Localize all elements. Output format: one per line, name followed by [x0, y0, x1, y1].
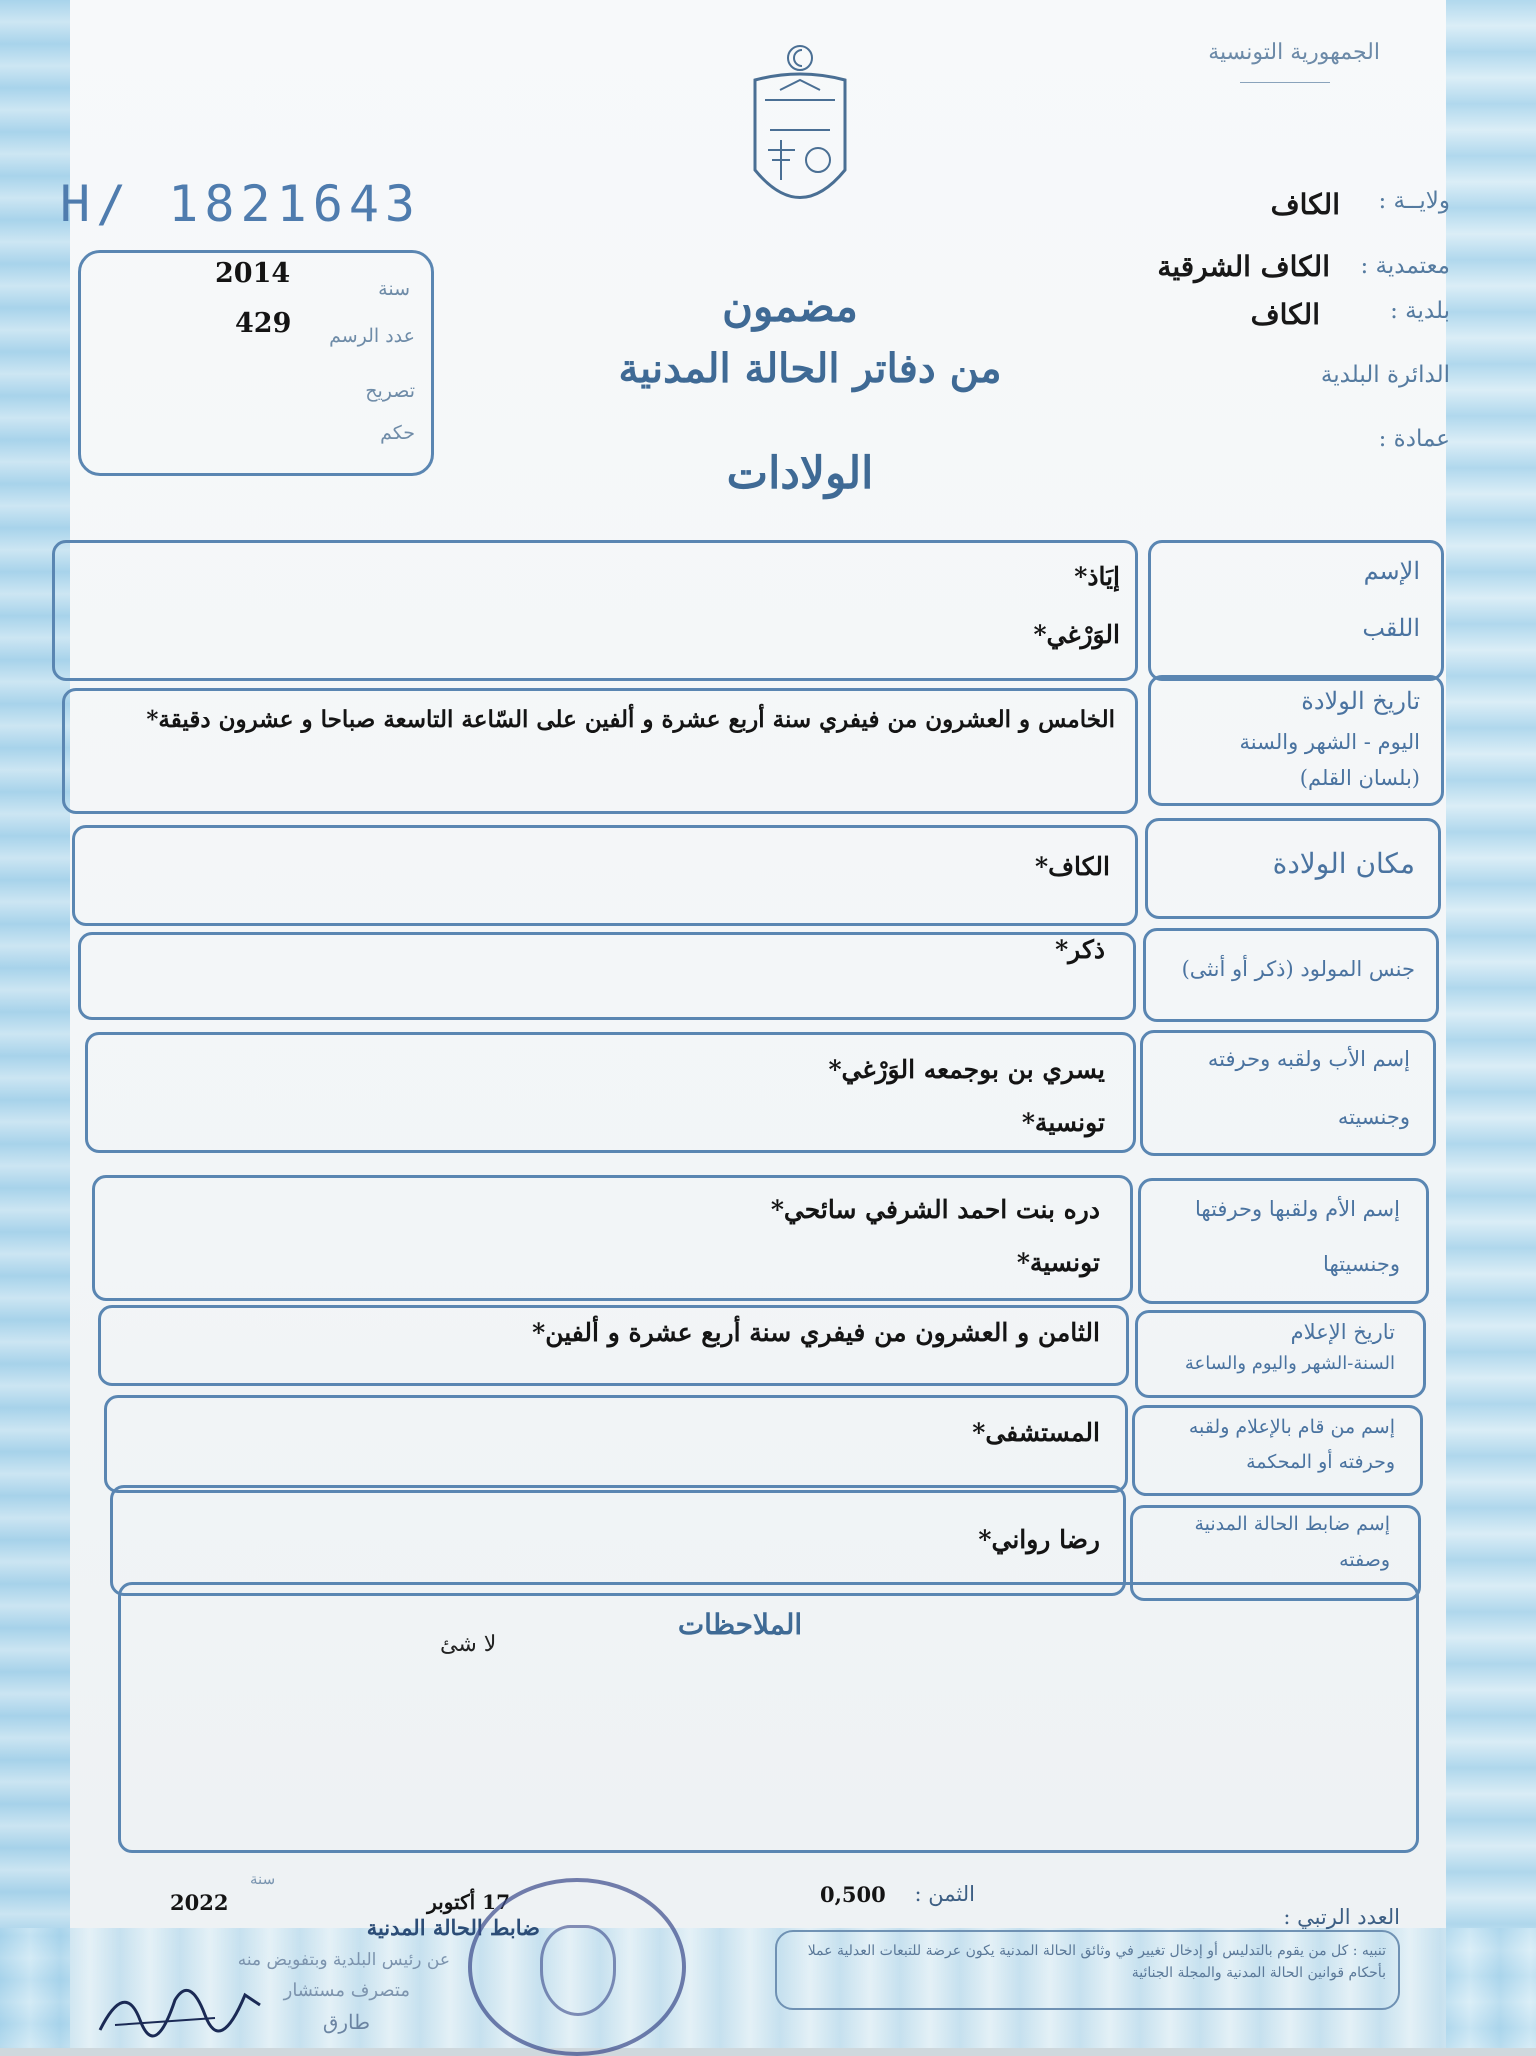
- birth-date-label: تاريخ الولادة: [1301, 687, 1420, 715]
- wilaya-label: ولايــة :: [1378, 188, 1450, 214]
- last-name-label: اللقب: [1362, 614, 1420, 642]
- first-name-value: إيَاذ*: [1074, 562, 1120, 591]
- officer-label: إسم ضابط الحالة المدنية: [1194, 1513, 1390, 1535]
- header-divider: [1240, 82, 1330, 83]
- serial-number-label: العدد الرتبي :: [1283, 1905, 1400, 1929]
- father-nationality-value: تونسية*: [1021, 1108, 1105, 1137]
- registry-year-value: 2014: [215, 258, 291, 289]
- registry-number-label: عدد الرسم: [329, 325, 415, 347]
- remarks-value: لا شئ: [440, 1632, 497, 1657]
- officer-sublabel: وصفته: [1339, 1549, 1390, 1571]
- declaration-date-label: تاريخ الإعلام: [1290, 1320, 1395, 1344]
- registry-number-value: 429: [235, 308, 292, 339]
- section-title-births: الولادات: [726, 448, 874, 499]
- declarant-value: المستشفى*: [972, 1418, 1100, 1447]
- municipality-value: الكاف: [1250, 298, 1320, 331]
- officer-name-text: طارق: [322, 2010, 370, 2034]
- price-value: 0,500: [820, 1882, 886, 1907]
- remarks-label: الملاحظات: [677, 1608, 803, 1641]
- footer-year-value: 2022: [170, 1890, 229, 1915]
- last-name-value: الوَرْغي*: [1033, 620, 1120, 649]
- document-serial-number: H/ 1821643: [60, 175, 422, 233]
- security-border-left: [0, 0, 70, 2048]
- document-title: مضمون: [722, 282, 858, 331]
- mother-name-value: دره بنت احمد الشرفي سائحي*: [770, 1195, 1100, 1224]
- first-name-label: الإسم: [1363, 557, 1420, 585]
- registry-judgment-label: حكم: [380, 422, 415, 444]
- officer-value: رضا رواني*: [978, 1525, 1100, 1554]
- declarant-sublabel: وحرفته أو المحكمة: [1246, 1451, 1395, 1473]
- issue-date-value: 17 أكتوبر: [427, 1890, 510, 1914]
- declaration-date-value: الثامن و العشرون من فيفري سنة أربع عشرة و ألفين*: [532, 1318, 1100, 1347]
- sex-label: جنس المولود (ذكر أو أنثى): [1181, 957, 1415, 981]
- republic-header: الجمهورية التونسية: [1208, 40, 1380, 65]
- registry-declaration-label: تصريح: [365, 380, 415, 402]
- omada-label: عمادة :: [1378, 426, 1450, 452]
- father-name-value: يسري بن بوجمعه الوَرْغي*: [828, 1055, 1105, 1084]
- mother-value-box: [92, 1175, 1133, 1301]
- security-border-right: [1446, 0, 1536, 2048]
- municipality-label: بلدية :: [1390, 298, 1450, 324]
- delegation-label: معتمدية :: [1360, 253, 1450, 279]
- district-label: الدائرة البلدية: [1320, 362, 1450, 388]
- birth-date-value: الخامس و العشرون من فيفري سنة أربع عشرة و ألفين على السّاعة التاسعة صباحا و عشرون دقيقة*: [146, 706, 1115, 733]
- wilaya-value: الكاف: [1270, 188, 1340, 221]
- declaration-date-sublabel: السنة-الشهر واليوم والساعة: [1184, 1353, 1395, 1374]
- birth-date-note: (بلسان القلم): [1299, 766, 1420, 790]
- sex-value: ذكر*: [1055, 935, 1105, 964]
- officer-title: ضابط الحالة المدنية: [366, 1915, 540, 1940]
- mother-nationality-label: وجنسيتها: [1323, 1252, 1400, 1276]
- legal-notice: تنبيه : كل من يقوم بالتدليس أو إدخال تغيير في وثائق الحالة المدنية يكون عرضة للتبعات العدلية عملا بأحكام قوانين الحالة المدنية والمجلة الجنائية: [775, 1930, 1400, 2010]
- signature-icon: [95, 1970, 265, 2040]
- officer-rank-text: متصرف مستشار: [283, 1980, 410, 2001]
- officer-delegation-text: عن رئيس البلدية وبتفويض منه: [237, 1950, 450, 1970]
- father-nationality-label: وجنسيته: [1337, 1105, 1410, 1129]
- mother-label: إسم الأم ولقبها وحرفتها: [1195, 1197, 1400, 1221]
- stamp-emblem-icon: [540, 1925, 616, 2016]
- declarant-label: إسم من قام بالإعلام ولقبه: [1188, 1416, 1395, 1438]
- father-label: إسم الأب ولقبه وحرفته: [1207, 1047, 1410, 1071]
- delegation-value: الكاف الشرقية: [1157, 250, 1330, 283]
- price-label: الثمن :: [914, 1882, 975, 1906]
- registry-year-label: سنة: [378, 278, 410, 300]
- coat-of-arms-icon: [740, 40, 860, 230]
- footer-year-label: سنة: [250, 1870, 276, 1888]
- birth-place-value: الكاف*: [1035, 852, 1110, 881]
- birth-date-sublabel: اليوم - الشهر والسنة: [1239, 730, 1420, 754]
- document-subtitle: من دفاتر الحالة المدنية: [618, 345, 1002, 392]
- mother-nationality-value: تونسية*: [1016, 1248, 1100, 1277]
- birth-place-label: مكان الولادة: [1272, 847, 1415, 880]
